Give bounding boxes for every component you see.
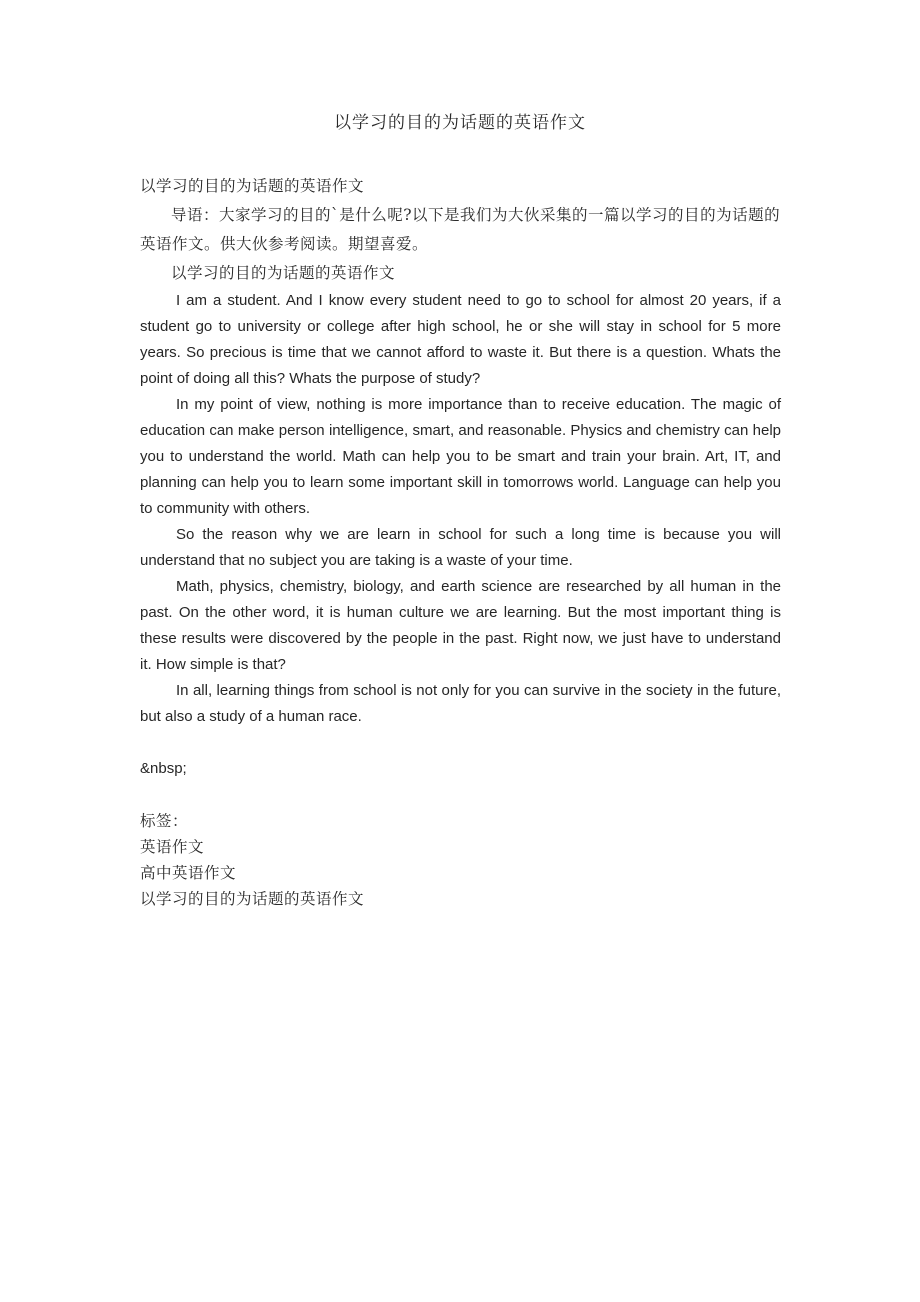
- nbsp-literal-text: &nbsp;: [140, 760, 187, 777]
- essay-paragraph-2: In my point of view, nothing is more importance than to receive education. The magic of education can make person intelligence, smart, and reasonable. Physics and chemistry can help you to understand the world. Math can help you to be smart and train your brain. Art, IT, and planning can help you to learn some important skill in tomorrows world. Language can help you to community with others.: [140, 396, 781, 517]
- essay-paragraph-3: So the reason why we are learn in school for such a long time is because you will understand that no subject you are taking is a waste of your time.: [140, 526, 781, 569]
- tag-item: 高中英语作文: [140, 864, 237, 882]
- document-body: [140, 172, 781, 912]
- essay-paragraph-5: In all, learning things from school is not only for you can survive in the society in the future, but also a study of a human race.: [140, 682, 781, 725]
- intro-line-lead: 导语：大家学习的目的`是什么呢?以下是我们为大伙采集的一篇以学习的目的为话题的英语作文。供大伙参考阅读。期望喜爱。: [140, 206, 781, 253]
- essay-paragraph-4: Math, physics, chemistry, biology, and earth science are researched by all human in the past. On the other word, it is human culture we are learning. But the most important thing is these results were discovered by the people in the past. Right now, we just have to understand it. How simple is that?: [140, 578, 781, 673]
- tags-section: [140, 808, 781, 912]
- tags-label: 标签：: [140, 812, 189, 830]
- intro-line-repeat-title: 以学习的目的为话题的英语作文: [140, 177, 365, 195]
- tag-item: 英语作文: [140, 838, 205, 856]
- intro-line-subtitle: 以学习的目的为话题的英语作文: [171, 264, 396, 282]
- tag-item: 以学习的目的为话题的英语作文: [140, 890, 365, 908]
- essay-paragraph-1: I am a student. And I know every student need to go to school for almost 20 years, if a student go to university or college after high school, he or she will stay in school for 5 more years. So precious is time that we cannot afford to waste it. But there is a question. Whats the point of doing all this? Whats the purpose of study?: [140, 292, 781, 387]
- document-title: 以学习的目的为话题的英语作文: [334, 113, 586, 133]
